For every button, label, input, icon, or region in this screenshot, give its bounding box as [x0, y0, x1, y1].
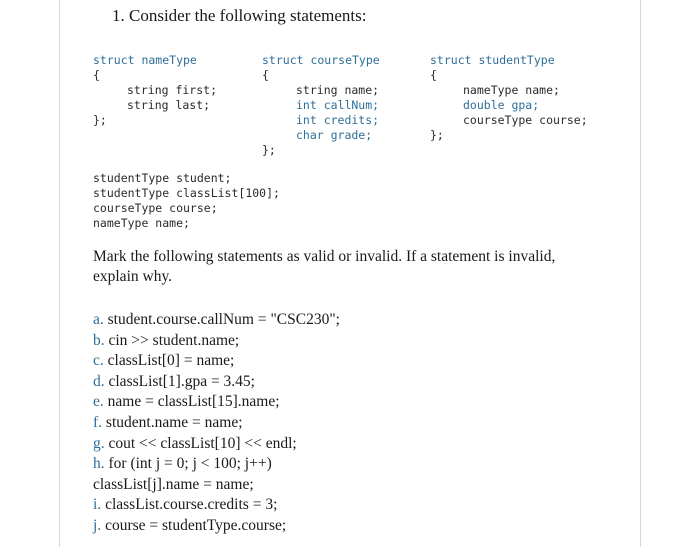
struct-close-brace: };: [430, 128, 444, 142]
option-text: course = studentType.course;: [105, 516, 287, 534]
statement-list: [93, 310, 340, 537]
option-label: e.: [93, 393, 104, 411]
statement-c: [93, 351, 340, 372]
struct-open-brace: {: [262, 68, 269, 82]
struct-member: nameType name;: [463, 83, 560, 97]
struct-member: courseType course;: [463, 113, 588, 127]
option-text: cin >> student.name;: [108, 331, 240, 349]
struct-member: int credits;: [296, 113, 380, 127]
struct-header: struct nameType: [93, 53, 197, 67]
struct-header: struct courseType: [262, 53, 380, 67]
statement-b: [93, 331, 340, 352]
option-label: g.: [93, 434, 105, 452]
page-border-left: [59, 0, 60, 547]
option-label: f.: [93, 413, 103, 431]
struct-header: struct studentType: [430, 53, 555, 67]
option-text: classList[1].gpa = 3.45;: [108, 372, 255, 390]
option-text: student.course.callNum = "CSC230";: [107, 311, 340, 328]
option-text: classList.course.credits = 3;: [105, 496, 278, 514]
struct-member: string last;: [127, 98, 211, 112]
struct-member: char grade;: [296, 128, 373, 142]
statement-j: [93, 516, 340, 537]
page-border-right: [640, 0, 641, 547]
statement-h: [93, 454, 340, 475]
statement-a: [93, 310, 340, 331]
declaration-line: studentType student;: [93, 171, 232, 185]
option-label: d.: [93, 372, 105, 390]
option-label: c.: [93, 352, 104, 370]
option-text: student.name = name;: [105, 413, 243, 431]
struct-close-brace: };: [262, 143, 276, 157]
statement-d: [93, 372, 340, 393]
struct-close-brace: };: [93, 113, 107, 127]
option-text: cout << classList[10] << endl;: [108, 434, 297, 452]
statement-i: [93, 495, 340, 516]
struct-member: string first;: [127, 83, 218, 97]
option-label: h.: [93, 455, 105, 473]
struct-member: double gpa;: [463, 98, 540, 112]
statement-g: [93, 434, 340, 455]
struct-member: int callNum;: [296, 98, 380, 112]
statement-f: [93, 413, 340, 434]
instructions: Mark the following statements as valid or invalid. If a statement is invalid, explain why.: [93, 248, 556, 285]
option-label: b.: [93, 331, 105, 349]
declaration-line: courseType course;: [93, 201, 218, 215]
statement-e: [93, 392, 340, 413]
question-title: 1. Consider the following statements:: [112, 6, 367, 25]
option-text: classList[0] = name;: [107, 352, 235, 370]
struct-open-brace: {: [93, 68, 100, 82]
struct-member: string name;: [296, 83, 380, 97]
option-label: a.: [93, 311, 104, 328]
declaration-line: nameType name;: [93, 216, 190, 230]
statement-h-continued: [93, 475, 340, 496]
option-text: for (int j = 0; j < 100; j++): [108, 455, 272, 473]
declaration-line: studentType classList[100];: [93, 186, 280, 200]
option-label: i.: [93, 496, 102, 514]
struct-open-brace: {: [430, 68, 437, 82]
option-text: classList[j].name = name;: [93, 475, 254, 493]
option-label: j.: [93, 516, 102, 534]
option-text: name = classList[15].name;: [107, 393, 280, 411]
